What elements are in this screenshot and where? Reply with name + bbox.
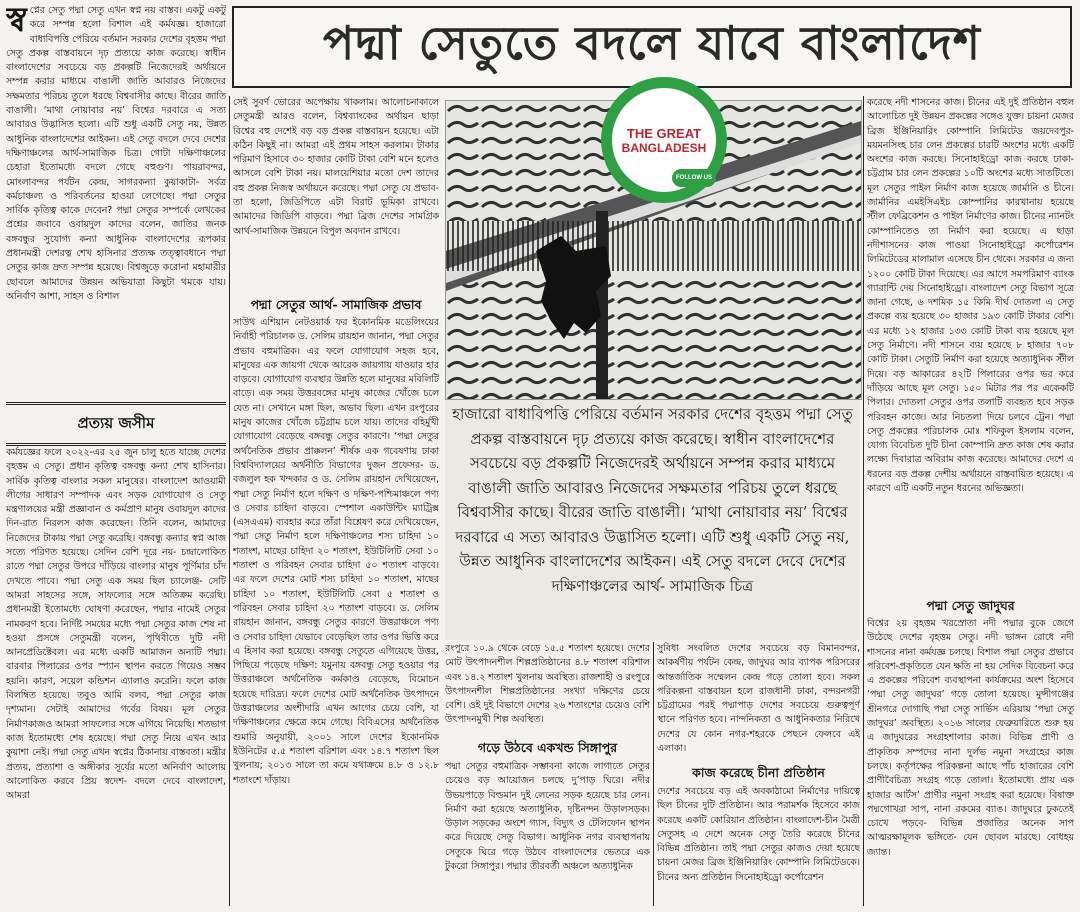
column-3-top <box>445 642 650 738</box>
follow-us-badge: FOLLOW US <box>672 169 716 187</box>
subhead-museum: পদ্মা সেতু জাদুঘর <box>926 598 1015 613</box>
headline-banner <box>232 6 1072 88</box>
column-3-main <box>445 760 650 906</box>
column-5-top <box>867 96 1074 592</box>
subhead-socio: পদ্মা সেতুর আর্থ- সামাজিক প্রভাব <box>250 297 422 312</box>
column-2-main <box>233 316 439 906</box>
column-2-top-text: সেই সুবর্ণ ভোরের অপেক্ষায় থাকলাম। আলোচনাকালে সেতুমন্ত্রী আরও বলেন, বিশ্বব্যাংকের অর্থায়ন ছাড়া বিশ্বের বহু দেশেই বড় বড় প্রকল্প বাস্তবায়ন হয়েছে। এটা কঠিন কিছুই না। আমরা এই প্রথম সাহস করলাম। টাকার পরিমাণ হিসাবে ৩০ হাজার কোটি টাকা বেশি মনে হলেও আসলে বেশি টাকা নয়। মালয়েশিয়ার মতো দেশ তাদের বহু প্রকল্প নিজস্ব অর্থায়নে করেছে। পদ্মা সেতু যে প্রভাব- তা হলো, জিডিপিতে এটা বিরাট ভূমিকা রাখবে। আমাদের জিডিপি বাড়বে। পদ্মা ব্রিজ দেশের সামগ্রিক আর্থ-সামাজিক উন্নয়নে বিপুল অবদান রাখবে। <box>233 97 439 237</box>
column-3-top-text: রংপুরে ১০.৯ থেকে বেড়ে ১৫.৫ শতাংশ হয়েছে। দেশের মোট উৎপাদনশীল শিল্পপ্রতিষ্ঠানের ৪.৮ শতাংশ বরিশাল এবং ১৪.২ শতাংশ খুলনায় অবস্থিত। রাজশাহী ও রংপুরে উৎপাদনশীল শিল্পপ্রতিষ্ঠানের সংখ্যা দক্ষিণের চেয়ে বেশি। ওই দুই বিভাগে দেশের ২৬ শতাংশের চেয়েও বেশি উৎপাদনমুখী শিল্প অবস্থিত। <box>445 643 650 726</box>
column-2-top <box>233 96 439 298</box>
column-4-top <box>657 642 860 764</box>
brand-logo-line1: THE GREAT <box>626 125 702 141</box>
column-4-top-text: সুবিধা সংবলিত দেশের সবচেয়ে বড় বিমানবন্দর, আকর্ষণীয় পর্যটন কেন্দ্র, জাদুঘর আর ব্যাপক পরিসরের আন্তর্জাতিক সম্মেলন কেন্দ্র গড়ে তোলা হবে। সকল পরিকল্পনা বাস্তবায়ন হলে রাজধানী ঢাকা, বন্দরনগরী চট্টগ্রামের পরই পদ্মাপাড় দেশের সবচেয়ে গুরুত্বপূর্ণ স্থানে পরিণত হবে। নান্দনিকতা ও আধুনিকতার নিরিখে দেশের যে কোন নগর-শহরকে পেছনে ফেলবে এই এলাকা। <box>657 643 860 755</box>
column-1-main <box>6 446 226 906</box>
column-5-top-text: করেছে নদী শাসনের কাজ। চীনের এই দুই প্রতিষ্ঠান বহুল আলোচিত দুই উন্নয়ন প্রকল্পের সঙ্গেও যুক্ত। চায়না মেজর ব্রিজ ইঞ্জিনিয়ারিং কোম্পানি লিমিটেড জয়দেবপুর-ময়মনসিংহ চার লেন প্রকল্পের চারটি অংশের মধ্যে একটি অংশের কাজ করছে। সিনোহাইড্রো কাজ করছে ঢাকা-চট্টগ্রাম চার লেন প্রকল্পের ১০টি অংশের মধ্যে সাতটিতে। মূল সেতুর পাইল নির্মাণ কাজ হয়েছে জার্মানি ও চীনে। জার্মানির এমইসিএইচ কোম্পানির কারখানায় হয়েছে স্টীল ফেব্রিকেশন ও পাইল নির্মাণের কাজ। চীনের ন্যানটং কোম্পানিতেও তা নির্মাণ করা হয়েছে। এ ছাড়া নদীশাসনের কাজ পাওয়া সিনোহাইড্রো কর্পোরেশন লিমিটেডের মালামাল এসেছে চীন থেকে। সরকার এ জন্য ১২০০ কোটি টাকা দিয়েছে। এর আগে সমপরিমাণ ব্যাংক গ্যারান্টি দেয় সিনোহাইড্রো। বাংলাদেশ সেতু বিভাগ সূত্রে জানা গেছে, ৬ দশমিক ১৫ কিমি দীর্ঘ দোতলা এ সেতু প্রকল্পে ব্যয় হয়েছে ৩০ হাজার ১৯৩ কোটি টাকার বেশি। এর মধ্যে ১২ হাজার ১৩৩ কোটি টাকা ব্যয় হয়েছে মূল সেতু নির্মাণে। নদী শাসনে ব্যয় হয়েছে ৮ হাজার ৭০৮ কোটি টাকা। সেতুটি নির্মাণ করা হয়েছে অত্যাধুনিক স্টীল দিয়ে। বড় আকারের ৪২টি পিলারের ওপর ভর করে দাঁড়িয়ে আছে মূল সেতু। ১৫০ মিটার পর পর একেকটি পিলার। দোতলা সেতুর ওপর তলাটি ব্যবহৃত হবে সড়ক পরিবহন কাজে। আর নিচতলা দিয়ে চলবে ট্রেন। পদ্মা সেতু প্রকল্পের পরিচালক মোঃ শফিকুল ইসলাম বলেন, যোগ্য বিবেচিত দুটি চীনা কোম্পানি দ্রুত কাজ শেষ করার লক্ষ্যে দিবারাত্র অবিরাম কাজ করেছে। আমাদের দেশে এ ধরনের বড় প্রকল্প দেশীয় অর্থায়নে বাস্তবায়িত হয়েছে। এ কারণে এটি একটি নতুন ধরনের অভিজ্ঞতা। <box>867 97 1074 495</box>
column-1-intro-text: প্নের সেতু পদ্মা সেতু এখন স্বপ্ন নয় বাস্তব। একটু একটু করে সম্পন্ন হলো বিশাল এই কর্মযজ্ঞ। হাজারো বাধাবিপত্তি পেরিয়ে বর্তমান সরকার দেশের বৃহত্তম পদ্মা সেতু প্রকল্প বাস্তবায়নে দৃঢ় প্রত্যয়ে কাজ করেছে। স্বাধীন বাংলাদেশের সবচেয়ে বড় প্রকল্পটি নিজেদেরই অর্থায়নে সম্পন্ন করার মাধ্যমে বাঙালী জাতি আবারও নিজেদের সক্ষমতার পরিচয় তুলে ধরছে বিশ্ববাসীর কাছে। বীরের জাতি বাঙালী। ‘মাথা নোয়াবার নয়’ বিশ্বের দরবারে এ সত্য আবারও উদ্ভাসিত হলো। এটি শুধু একটি সেতু নয়, উন্নত আধুনিক বাংলাদেশের আইকন। এই সেতু বদলে দেবে দেশের দক্ষিণাঞ্চলের আর্থ-সামাজিক চিত্র। গোটা দক্ষিণাঞ্চলের চেহারা ইতোমধ্যে বদলে গেছে বহুগুণ। পায়রাবন্দর, মোংলাবন্দর পর্যটন কেন্দ্র, সাগরকন্যা কুয়াকাটা- সর্বত্র কর্মচাঞ্চল্য ও পরিবর্তনের হাওয়া লেগেছে। পদ্মা সেতুর সার্বিক কৃতিত্ব কাকে দেবেন? পদ্মা সেতুর সম্পর্কে লেখকের প্রশ্নের জবাবে ওবায়দুল কাদের বলেন, জাতির জনক বঙ্গবন্ধুর সুযোগ্য কন্যা আধুনিক বাংলাদেশের রূপকার প্রধানমন্ত্রী দেশরত্ন শেখ হাসিনার প্রত্যক্ষ তত্ত্বাবধানে পদ্মা সেতুর কাজ দ্রুত সম্পন্ন হয়েছে। বিশ্বজুড়ে করোনা মহামারীর ছোবলে আমাদের উন্নয়ন অভিযাত্রা কিছুটা থমকে যায়। অনির্বাণ আশা, সাহস ও বিশাল <box>6 5 226 302</box>
headline: পদ্মা সেতুতে বদলে যাবে বাংলাদেশ <box>323 16 981 70</box>
column-5-main-text: বিশ্বের ২য় বৃহত্তম খরস্রোতা নদী পদ্মার বুকে জেগে উঠেছে দেশের বৃহত্তম সেতু। নদী ভাঙ্গন রোধে নদী শাসনের নানা কর্মযজ্ঞ চলছে। বিশাল পদ্মা সেতুর প্রভাবে পরিবেশ-প্রকৃতিতে যেন ক্ষতি না হয় সেদিক বিবেচনা করে এ প্রকল্পের পরিবেশ ব্যবস্থাপনা কার্যক্রমের অংশ হিসেবে ‘পদ্মা সেতু জাদুঘর’ গড়ে তোলা হয়েছে। মুন্সীগঞ্জের শ্রীনগরে দোগাছি পদ্মা সেতু সার্ভিস এরিয়ায় ‘পদ্মা সেতু জাদুঘর’ অবস্থিত। ২০১৬ সালের ফেব্রুয়ারিতে শুরু হয় এ জাদুঘরের সংগ্রহশালার কাজ। বিভিন্ন প্রাণী ও প্রাকৃতিক সম্পদের নানা দুর্লভ নমুনা সংগ্রহের কাজ চলছে। কর্তৃপক্ষের পরিকল্পনা আছে পাঁচ হাজারের বেশি প্রাণীবৈচিত্র্য সংগ্রহ গড়ে তোলা। ইতোমধ্যে প্রায় এক হাজার আর্টস’ প্রাণীর নমুনা সংগ্রহ করা হয়েছে। বিষাক্ত পদ্মগোখরা সাপ, নানা রকমের ব্যাঙ। জাদুঘরে ঢুকতেই চোখে পড়বে- বিভিন্ন প্রজাতির অনেক সাপ আত্মরক্ষামূলক ভঙ্গিতে- যেন ছোবল মারছে। বোধহয় জ্যান্ত। <box>867 618 1074 858</box>
column-2-main-text: সাউথ এশিয়ান নেটওয়ার্ক ফর ইকোনমিক মডেলিংয়ের নির্বাহী পরিচালক ড. সেলিম রায়হান জানান, পদ্মা সেতুর প্রভাব বহুমাত্রিক। এর ফলে যোগাযোগ সহজ হবে, মানুষের এক জায়গা থেকে আরেক জায়গায় যাওয়ার হার বাড়বে। যোগাযোগ ব্যবস্থার উন্নতি হলে মানুষের মবিলিটি বাড়ে। এক সময় উত্তরবঙ্গের মানুষ কাজের খোঁজে চলে যেত না। সেখানে মঙ্গা ছিল, অভাব ছিল। এখন রংপুরের মানুষ কাজের খোঁজে চট্টগ্রাম চলে যায়। তাদের বহির্মুখী যোগাযোগ বেড়েছে বঙ্গবন্ধু সেতুর কারণে। ‘পদ্মা সেতুর অর্থনৈতিক প্রভাব প্রাক্কলন’ শীর্ষক এক গবেষণায় ঢাকা বিশ্ববিদ্যালয়ের অর্থনীতি বিভাগের দুজন প্রফেসর- ড. বজলুল হক খন্দকার ও ড. সেলিম রায়হান দেখিয়েছেন, পদ্মা সেতু নির্মাণ হলে দক্ষিণ ও দক্ষিণ-পশ্চিমাঞ্চলে পণ্য ও সেবার চাহিদা বাড়বে। স্পেশাল একাউন্টিং ম্যাট্রিক্স (এসএএম) ব্যবহার করে তাঁরা বিশ্লেষণ করে দেখিয়েছেন, পদ্মা সেতু নির্মাণ হলে দক্ষিণাঞ্চলের শস্য চাহিদা ১০ শতাংশ, মাছের চাহিদা ২০ শতাংশ, ইউটিলিটি সেবা ১০ শতাংশ ও পরিবহন সেবার চাহিদা ৫০ শতাংশ বাড়বে। এর ফলে দেশের মোট শস্য চাহিদা ১০ শতাংশ, মাছের চাহিদা ১০ শতাংশ, ইউটিলিটি সেবা ৫ শতাংশ ও পরিবহন সেবার চাহিদা ২০ শতাংশ বাড়বে। ড. সেলিম রায়হান জানান, বঙ্গবন্ধু সেতুর কারণে উত্তরাঞ্চলে পণ্য ও সেবার চাহিদা যেভাবে বেড়েছিল তার ওপর ভিত্তি করে এ হিসাব করা হয়েছে। বঙ্গবন্ধু সেতুতে এগিয়েছে উত্তর, পিছিয়ে পড়েছে দক্ষিণ: যমুনায় বঙ্গবন্ধু সেতু হওয়ার পর উত্তরাঞ্চলে অর্থনৈতিক কর্মকাণ্ড বেড়েছে, বিমোচন হয়েছে দারিদ্র্য। ফলে দেশের মোট অর্থনৈতিক উৎপাদনে উত্তরাঞ্চলের অংশীদারি এখন আগের চেয়ে বেশি, যা দক্ষিণাঞ্চলের ক্ষেত্রে কমে গেছে। বিবিএসের অর্থনৈতিক শুমারি অনুযায়ী, ২০০১ সালে দেশের ইকোনমিক ইউনিটের ৫.৫ শতাংশ বরিশাল এবং ১৪.৭ শতাংশ ছিল খুলনায়; ২০১৩ সালে তা কমে যথাক্রমে ৪.৮ ও ১২.৮ শতাংশে দাঁড়ায়। <box>233 317 439 786</box>
byline-box <box>6 402 226 446</box>
column-1-intro <box>6 4 226 396</box>
column-3-main-text: পদ্মা সেতুর বহুমাত্রিক সম্ভাবনা কাজে লাগাতে সেতুর চেয়েও বড় আয়োজন চলছে দু’পাড় ঘিরে। নদীর উভয়পাড়ে বিল্ডমান দুই লেনের সড়ক হয়েছে চার লেন। নির্মাণ করা হয়েছে অত্যাধুনিক, দৃষ্টিনন্দন উড়ালসড়ক। উড়াল সড়কের অংশে গ্যাস, বিদ্যুৎ ও টেলিফোন স্থাপন করে দিয়েছে সেতু বিভাগ। আধুনিক নগর ব্যবস্থাপনায় সেতুকে ঘিরে গড়ে উঠবে বাংলাদেশের ভেতরে এক টুকরো সিঙ্গাপুর। পদ্মার তীরবর্তী অঞ্চলে অত্যাধুনিক <box>445 761 650 873</box>
column-rule <box>863 96 864 906</box>
subhead-singapore: গড়ে উঠবে একখন্ড সিঙ্গাপুর <box>477 740 618 755</box>
pull-quote <box>445 400 860 640</box>
column-rule <box>229 96 230 906</box>
column-4-main <box>657 785 860 906</box>
dropcap: স্ব <box>6 4 27 40</box>
byline: প্রত্যয় জসীম <box>77 413 155 432</box>
column-4-main-text: দেশের সবচেয়ে বড় এই অবকাঠামো নির্মাণের দায়িত্বে ছিল চীনের দুটি প্রতিষ্ঠান। আর পরামর্শক হিসেবে কাজ করেছে একটি কোরিয়ান প্রতিষ্ঠান। বাংলাদেশ-চীন মৈত্রী সেতুসহ এ দেশে অনেক সেতু তৈরি করেছে চীনের বিভিন্ন প্রতিষ্ঠান। তাই পদ্মা সেতুর কাজও দেয়া হয়েছে চায়না মেজর ব্রিজ ইঞ্জিনিয়ারিং কোম্পানি লিমিটেডকে। চীনের অন্য প্রতিষ্ঠান সিনোহাইড্রো কর্পোরেশন <box>657 786 860 883</box>
brand-logo-line2: BANGLADESH <box>621 140 707 155</box>
pull-quote-text: হাজারো বাধাবিপত্তি পেরিয়ে বর্তমান সরকার দেশের বৃহত্তম পদ্মা সেতু প্রকল্প বাস্তবায়নে দৃঢ় প্রত্যয়ে কাজ করেছে। স্বাধীন বাংলাদেশের সবচেয়ে বড় প্রকল্পটি নিজেদেরই অর্থায়নে সম্পন্ন করার মাধ্যমে বাঙালী জাতি আবারও নিজেদের সক্ষমতার পরিচয় তুলে ধরছে বিশ্ববাসীর কাছে। বীরের জাতি বাঙালী। ‘মাথা নোয়াবার নয়’ বিশ্বের দরবারে এ সত্য আবারও উদ্ভাসিত হলো। এটি শুধু একটি সেতু নয়, উন্নত আধুনিক বাংলাদেশের আইকন। এই সেতু বদলে দেবে দেশের দক্ষিণাঞ্চলের আর্থ- সামাজিক চিত্র <box>452 405 853 595</box>
subhead-china: কাজ করেছে চীনা প্রতিষ্ঠান <box>692 765 825 780</box>
column-5-main <box>867 617 1074 906</box>
column-1-main-text: কর্মযজ্ঞের ফলে ২০২২-এর ২৫ জুন চালু হতে যাচ্ছে দেশের বৃহত্তম এ সেতু। প্রধান কৃতিত্ব বঙ্গবন্ধু কন্যা শেখ হাসিনার। সার্বিক কৃতিত্ব বাংলার সকল মানুষের। বাংলাদেশ আওয়ামী লীগের সাধারণ সম্পাদক এবং সড়ক যোগাযোগ ও সেতু মন্ত্রণালয়ের মন্ত্রী প্রজ্ঞাবান ও কর্মপ্রাণ মানুষ ওবায়দুল কাদের দিন-রাত নিরলস কাজ করেছেন। তিনি বলেন, আমাদের নিজেদের টাকায় পদ্মা সেতু করেছি। বঙ্গবন্ধু কন্যার স্বপ্ন আজ সত্যে পরিণত হয়েছে। সেদিন বেশি দূরে নয়- চন্দ্রালোকিত রাতে পদ্মা সেতুর উপরে দাঁড়িয়ে বাংলার মানুষ পূর্ণিমার চাঁদ দেখতে পাবে। পদ্মা সেতু এক সময় ছিল চ্যালেঞ্জ- সেটি আমরা সাহসের সঙ্গে, সাফল্যের সঙ্গে অতিক্রম করেছি। প্রধানমন্ত্রী ইতোমধ্যে ঘোষণা করেছেন, পদ্মার নামেই সেতুর নামকরণ হবে। নির্দিষ্ট সময়ের মধ্যে পদ্মা সেতুর কাজ শেষ না হওয়া প্রসঙ্গে সেতুমন্ত্রী বলেন, পৃথিবীতে দুটি নদী আনপ্রেডিক্টেবল। এর মধ্যে একটি আমাজন অন্যটি পদ্মা। বারবার পিলারের ওপর স্প্যান স্থাপন করতে গিয়েও সম্ভব হয়নি। কারণ, সয়েল কন্ডিশন এ্যালাও করেনি। ফলে কাজ বিলম্বিত হয়েছে। তবুও আমি বলব, পদ্মা সেতুর কাজ দৃশ্যমান। সেটাই আমাদের গর্বের বিষয়। মূল সেতুর নির্মাণকাজও আমরা সাফল্যের সঙ্গে এগিয়ে নিয়েছি। শতভাগ কাজ ইতোমধ্যে শেষ হয়েছে। পদ্মা সেতু নিয়ে এখন আর কুয়াশা নেই। পদ্মা সেতু এখন স্বপ্নের ঠিকানায় বাস্তবতা। মন্ত্রীর প্রত্যয়, প্রত্যাশা ও অঙ্গীকার সূর্যের মতো অনির্বাণ আলোয় আলোকিত করবে প্রিয় স্বদেশ- বদলে দেবে বাংলাদেশ, আমরা <box>6 447 226 802</box>
column-rule <box>653 642 654 906</box>
